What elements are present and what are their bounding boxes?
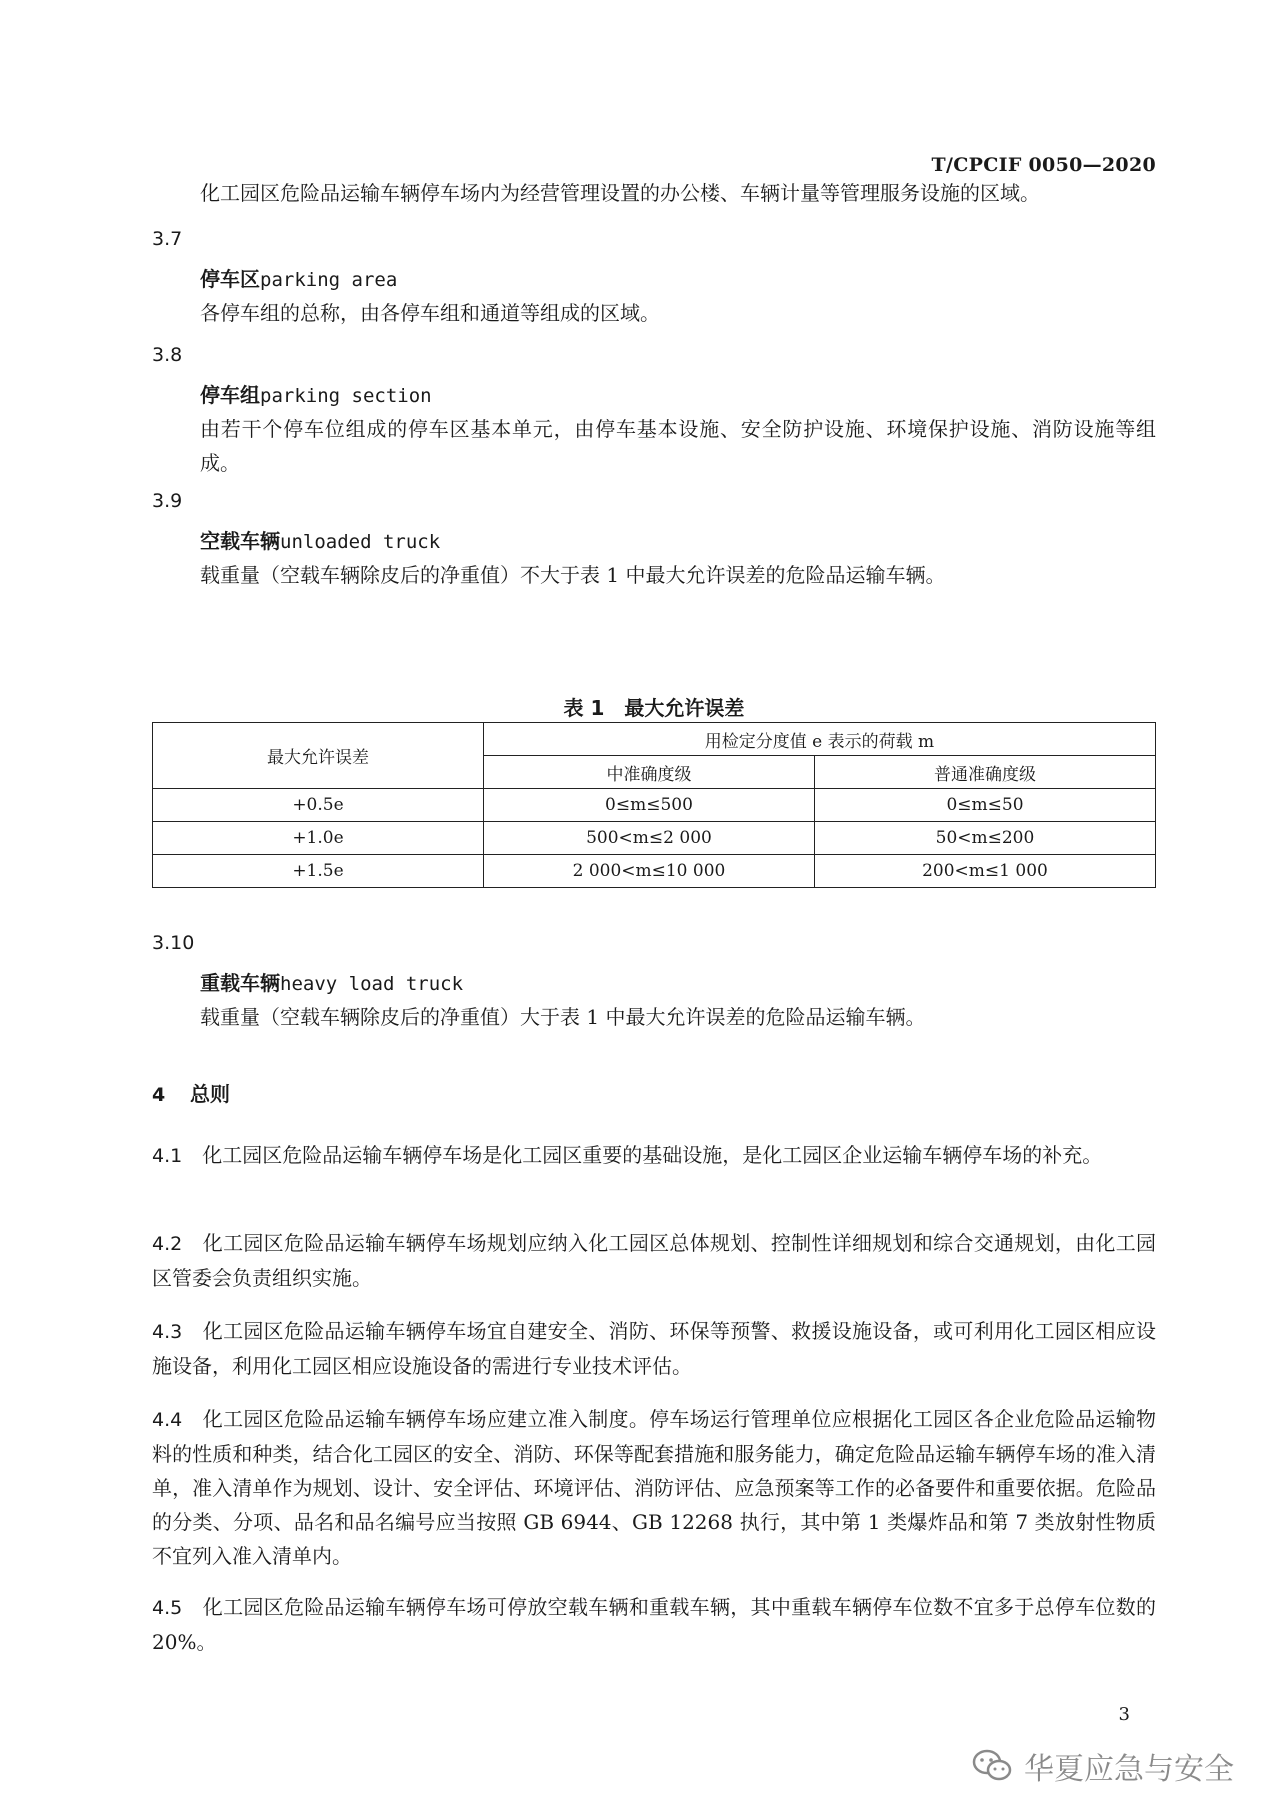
term-heading <box>152 524 1204 559</box>
table-header-group: 用检定分度值 e 表示的荷载 m <box>483 723 1155 756</box>
term-definition: 由若干个停车位组成的停车区基本单元，由停车基本设施、安全防护设施、环境保护设施、消防设施等组成。 <box>200 417 1156 475</box>
table-header-error: 最大允许误差 <box>153 723 484 789</box>
error-table <box>152 722 1156 888</box>
clause-number: 3.10 <box>152 932 195 954</box>
table-row: +0.5e 0≤m≤500 0≤m≤50 <box>153 789 1156 822</box>
section-title: 总则 <box>190 1082 230 1106</box>
clause-4-2: 4.2 化工园区危险品运输车辆停车场规划应纳入化工园区总体规划、控制性详细规划和综合交通规划，由化工园区管委会负责组织实施。 <box>152 1231 1157 1290</box>
clause-4-1: 4.1 化工园区危险品运输车辆停车场是化工园区重要的基础设施，是化工园区企业运输车辆停车场的补充。 <box>152 1143 1103 1167</box>
term-zh: 停车组 <box>200 383 260 407</box>
term-en: parking area <box>260 269 398 291</box>
term-heading <box>152 966 1204 1001</box>
term-en: parking section <box>260 385 432 407</box>
term-definition: 载重量（空载车辆除皮后的净重值）不大于表 1 中最大允许误差的危险品运输车辆。 <box>200 563 946 587</box>
clause-number: 3.7 <box>152 228 183 250</box>
table-row: +1.0e 500<m≤2 000 50<m≤200 <box>153 822 1156 855</box>
table-caption: 表 1 最大允许误差 <box>563 696 745 720</box>
standard-code: T/CPCIF 0050—2020 <box>931 154 1156 176</box>
table-row: +1.5e 2 000<m≤10 000 200<m≤1 000 <box>153 855 1156 888</box>
term-heading <box>152 262 1204 297</box>
term-definition: 载重量（空载车辆除皮后的净重值）大于表 1 中最大允许误差的危险品运输车辆。 <box>200 1005 926 1029</box>
term-zh: 重载车辆 <box>200 971 280 995</box>
section-heading <box>152 1078 1156 1107</box>
term-zh: 停车区 <box>200 267 260 291</box>
table-header-normal: 普通准确度级 <box>814 756 1155 789</box>
term-zh: 空载车辆 <box>200 529 280 553</box>
term-definition: 各停车组的总称，由各停车组和通道等组成的区域。 <box>200 301 660 325</box>
clause-number: 3.8 <box>152 344 183 366</box>
term-en: unloaded truck <box>280 531 441 553</box>
clause-4-3: 4.3 化工园区危险品运输车辆停车场宜自建安全、消防、环保等预警、救援设施设备，或可利用化工园区相应设施设备，利用化工园区相应设施设备的需进行专业技术评估。 <box>152 1319 1157 1378</box>
clause-number: 3.9 <box>152 490 183 512</box>
clause-4-5: 4.5 化工园区危险品运输车辆停车场可停放空载车辆和重载车辆，其中重载车辆停车位数不宜多于总停车位数的 20%。 <box>152 1595 1157 1654</box>
clause-4-4: 4.4 化工园区危险品运输车辆停车场应建立准入制度。停车场运行管理单位应根据化工园区各企业危险品运输物料的性质和种类，结合化工园区的安全、消防、环保等配套措施和服务能力，确定危险品运输车辆停车场的准入清单，准入清单作为规划、设计、安全评估、环境评估、消防评估、应急预案等工作的必备要件和重要依据。危险品的分类、分项、品名和品名编号应当按照 GB 6944、GB 12268 执行，其中第 1 类爆炸品和第 7 类放射性物质不宜列入准入清单内。 <box>152 1407 1157 1568</box>
watermark-text: 华夏应急与安全 <box>1024 1752 1234 1787</box>
table-header-mid: 中准确度级 <box>483 756 814 789</box>
intro-line: 化工园区危险品运输车辆停车场内为经营管理设置的办公楼、车辆计量等管理服务设施的区域。 <box>200 181 1040 205</box>
wechat-icon <box>972 1749 1012 1783</box>
watermark <box>972 1744 1234 1788</box>
term-en: heavy load truck <box>280 973 464 995</box>
section-number: 4 <box>152 1084 166 1106</box>
page-number: 3 <box>1118 1704 1130 1725</box>
term-heading <box>152 378 1204 413</box>
